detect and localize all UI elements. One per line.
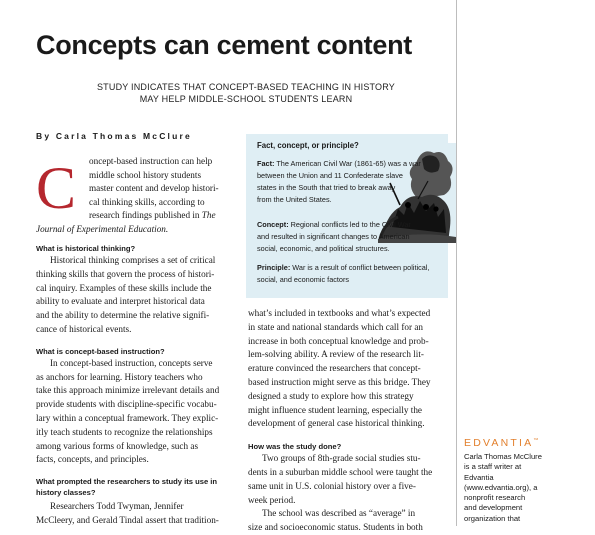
body-line: The school was described as “average” in — [262, 508, 416, 519]
body-line: take this approach minimize irrelevant details and — [36, 385, 220, 396]
author-bio — [464, 452, 589, 524]
body-line: Historical thinking comprises a set of critical — [50, 255, 216, 265]
body-line: size and socioeconomic status. Students in both — [248, 522, 423, 533]
sidebar-box-heading: Fact, concept, or principle? — [257, 141, 359, 150]
principle-text: War is a result of conflict between political, — [290, 263, 430, 272]
body-line: lem-solving ability. A review of the research lit- — [248, 349, 424, 360]
drop-cap: C — [36, 155, 77, 221]
intro-text: research findings published in — [89, 210, 202, 221]
body-line: lary within a conceptual framework. They explic- — [36, 412, 219, 423]
body-line: itly teach students to recognize the relationships — [36, 426, 213, 437]
intro-line — [89, 209, 216, 223]
body-line: week period. — [248, 494, 296, 505]
bio-line: organization that — [464, 513, 521, 523]
subtitle-line: STUDY INDICATES THAT CONCEPT-BASED TEACHING IN HISTORY — [96, 82, 396, 92]
box-line — [257, 158, 421, 170]
box-line — [257, 219, 411, 231]
journal-name: Journal of Experimental Education. — [36, 224, 169, 234]
intro-line: master content and develop histori- — [89, 183, 219, 194]
body-line: and the ability to determine the relative signifi- — [36, 310, 210, 321]
body-line: thinking skills that govern the process of histori- — [36, 268, 215, 279]
intro-line: middle school history students — [89, 169, 202, 180]
body-line: based instruction might serve as this bridge. They — [248, 376, 431, 387]
body-line: provide students with discipline-specific vocabu- — [36, 399, 217, 410]
article-title: Concepts can cement content — [36, 30, 412, 60]
article-subtitle — [36, 81, 456, 105]
section-heading: What is concept-based instruction? — [36, 346, 165, 356]
body-line: cal inquiry. Examples of these skills include the — [36, 282, 212, 293]
body-line: designed a study to explore how this strategy — [248, 390, 414, 401]
box-line — [257, 262, 430, 274]
section-heading: What is historical thinking? — [36, 244, 136, 253]
principle-label: Principle: — [257, 263, 291, 272]
intro-line — [36, 223, 168, 237]
byline: By Carla Thomas McClure — [36, 131, 192, 141]
bio-line: Edvantia — [464, 472, 494, 482]
body-line: might influence student learning, especially the — [248, 404, 422, 415]
concept-text: Regional conflicts led to the Civil War — [288, 220, 411, 229]
body-line: development of general case historical thinking. — [248, 418, 425, 429]
journal-name-part: The — [201, 210, 216, 221]
box-line: from the United States. — [257, 195, 332, 204]
section-heading: What prompted the researchers to study its use in — [36, 477, 218, 487]
bio-line: (www.edvantia.org), a — [464, 482, 538, 492]
body-line: increase in both conceptual knowledge and prob- — [248, 335, 429, 346]
logo-text: EDVANTIA — [464, 437, 534, 449]
box-line: social, and economic factors — [257, 275, 350, 284]
body-line: In concept-based instruction, concepts serve — [50, 357, 213, 368]
section-heading: How was the study done? — [248, 442, 342, 452]
body-line: Two groups of 8th-grade social studies stu- — [262, 453, 421, 464]
concept-label: Concept: — [257, 220, 289, 229]
bio-line: Carla Thomas McClure — [464, 452, 542, 461]
body-line: among various forms of knowledge, such as — [36, 440, 199, 451]
box-line: and resulted in significant changes to American — [257, 232, 410, 241]
bio-line: is a staff writer at — [464, 462, 522, 472]
body-line: Researchers Todd Twyman, Jennifer — [50, 501, 184, 512]
middle-column — [248, 307, 453, 535]
box-line: states in the South that tried to break away — [257, 183, 396, 192]
body-line: as anchors for learning. History teachers who — [36, 371, 203, 382]
section-heading: history classes? — [36, 488, 96, 498]
bio-line: nonprofit research — [464, 493, 526, 503]
edvantia-logo — [464, 437, 538, 449]
trademark-symbol: ™ — [533, 437, 539, 444]
body-line: erature convinced the researchers that concept- — [248, 363, 421, 374]
bio-line: and development — [464, 503, 523, 513]
intro-line: oncept-based instruction can help — [89, 156, 213, 166]
fact-label: Fact: — [257, 159, 275, 168]
box-line: between the Union and 11 Confederate slave — [257, 171, 403, 180]
subtitle-line: MAY HELP MIDDLE-SCHOOL STUDENTS LEARN — [139, 94, 353, 104]
body-line: cance of historical events. — [36, 323, 132, 334]
column-divider — [456, 0, 457, 526]
fact-text: The American Civil War (1861-65) was a war — [274, 159, 421, 168]
body-line: dents in a suburban middle school were taught the — [248, 466, 433, 477]
body-line: same unit in U.S. colonial history over a five- — [248, 480, 416, 491]
intro-line: cal thinking skills, according to — [89, 196, 205, 207]
body-line: facts, concepts, and principles. — [36, 454, 149, 465]
body-line: in state and national standards which call for an — [248, 321, 424, 332]
body-line: McCleery, and Gerald Tindal assert that tradition- — [36, 514, 219, 525]
left-column — [36, 243, 246, 528]
box-line: social, economic, and political structures. — [257, 244, 390, 253]
body-line: what’s included in textbooks and what’s expected — [248, 308, 431, 318]
body-line: ability to evaluate and interpret historical data — [36, 296, 205, 307]
